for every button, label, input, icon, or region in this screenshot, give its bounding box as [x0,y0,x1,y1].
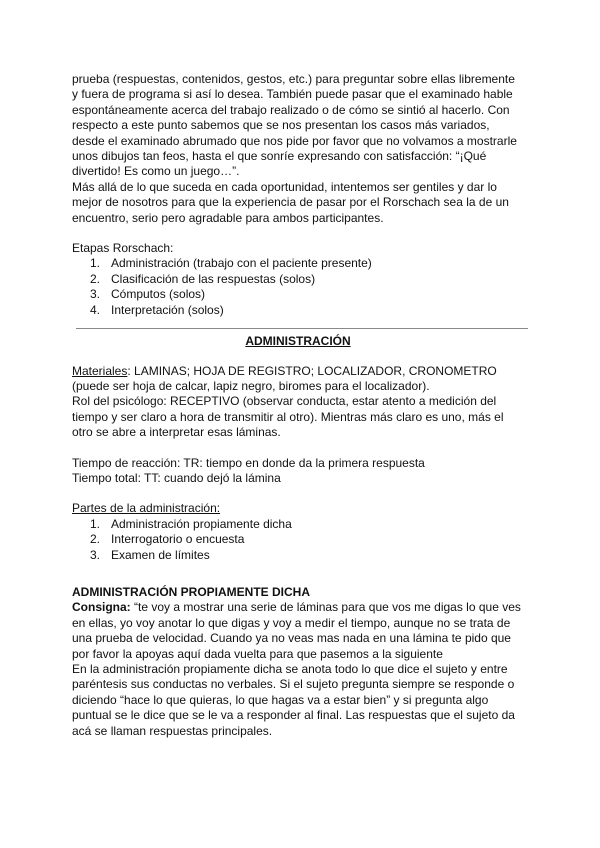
list-item [72,532,524,547]
list-text: Administración propiamente dicha [111,516,292,531]
list-item [72,272,524,287]
list-number: 3. [90,547,101,562]
list-text: Examen de límites [111,547,210,562]
tiempo-total: Tiempo total: TT: cuando dejó la lámina [72,470,281,485]
consigna-label: Consigna: [72,600,131,615]
tiempo-reaccion: Tiempo de reacción: TR: tiempo en donde da la primera respuesta [72,455,425,470]
list-item [72,517,524,532]
consigna-paragraph [72,600,524,662]
partes-title: Partes de la administración: [72,501,221,516]
propiamente-heading: ADMINISTRACIÓN PROPIAMENTE DICHA [72,584,311,599]
list-item [72,287,524,302]
partes-list [72,517,524,563]
list-number: 1. [90,516,101,531]
closing-paragraph: Más allá de lo que suceda en cada oportunidad, intentemos ser gentiles y dar lo mejor de nosotros para que la experiencia de pasar por el Rorschach sea la de un encuentro, serio pero agradable para ambos participantes. [72,179,509,225]
list-text: Interpretación (solos) [111,302,224,317]
etapas-title: Etapas Rorschach: [72,241,174,256]
rol-paragraph: Rol del psicólogo: RECEPTIVO (observar conducta, estar atento a medición del tiempo y ser claro a hora de transmitir al otro). Mientras más claro es uno, más el otro se abre a interpretar esas láminas. [72,394,504,440]
consigna-text: “te voy a mostrar una serie de láminas para que vos me digas lo que ves en ellas, yo voy anotar lo que digas y voy a medir el tiempo, aunque no se trata de una prueba de velocidad. Cuando ya no veas mas nada en una lámina te pido que por favor la apoyas aquí dada vuelta para que pasemos a la siguiente [72,600,521,661]
list-number: 3. [90,287,101,302]
list-number: 2. [90,532,101,547]
list-text: Cómputos (solos) [111,287,206,302]
list-text: Administración (trabajo con el paciente presente) [111,256,372,271]
list-item [72,303,524,318]
horizontal-divider [76,328,528,329]
intro-paragraph: prueba (respuestas, contenidos, gestos, etc.) para preguntar sobre ellas libremente y fuera de programa si así lo desea. También puede pasar que el examinado hable espontáneamente acerca del trabajo realizado o de cómo se sintió al hacerlo. Con respecto a este punto sabemos que se nos presentan los casos más variados, desde el examinado abrumado que nos pide por favor que no volvamos a mostrarle unos dibujos tan feos, hasta el que sonríe expresando con satisfacción: “¡Qué divertido! Es como un juego…”. [72,72,517,179]
list-item [72,256,524,271]
document-body [72,72,524,739]
list-text: Interrogatorio o encuesta [111,532,245,547]
list-number: 1. [90,256,101,271]
etapas-list [72,256,524,318]
materiales-text: : LAMINAS; HOJA DE REGISTRO; LOCALIZADOR, CRONOMETRO (puede ser hoja de calcar, lapiz negro, biromes para el localizador). [72,363,497,393]
list-text: Clasificación de las respuestas (solos) [111,271,316,286]
list-item [72,548,524,563]
materiales-paragraph [72,364,524,395]
list-number: 4. [90,302,101,317]
administracion-heading: ADMINISTRACIÓN [245,334,351,349]
propiamente-paragraph: En la administración propiamente dicha se anota todo lo que dice el sujeto y entre paréntesis sus conductas no verbales. Si el sujeto pregunta siempre se responde o diciendo “hace lo que quieras, lo que hagas va a estar bien” y si pregunta algo puntual se le dice que se le va a responder al final. Las respuestas que el sujeto da acá se llaman respuestas principales. [72,662,515,738]
list-number: 2. [90,271,101,286]
materiales-label: Materiales [72,363,128,378]
